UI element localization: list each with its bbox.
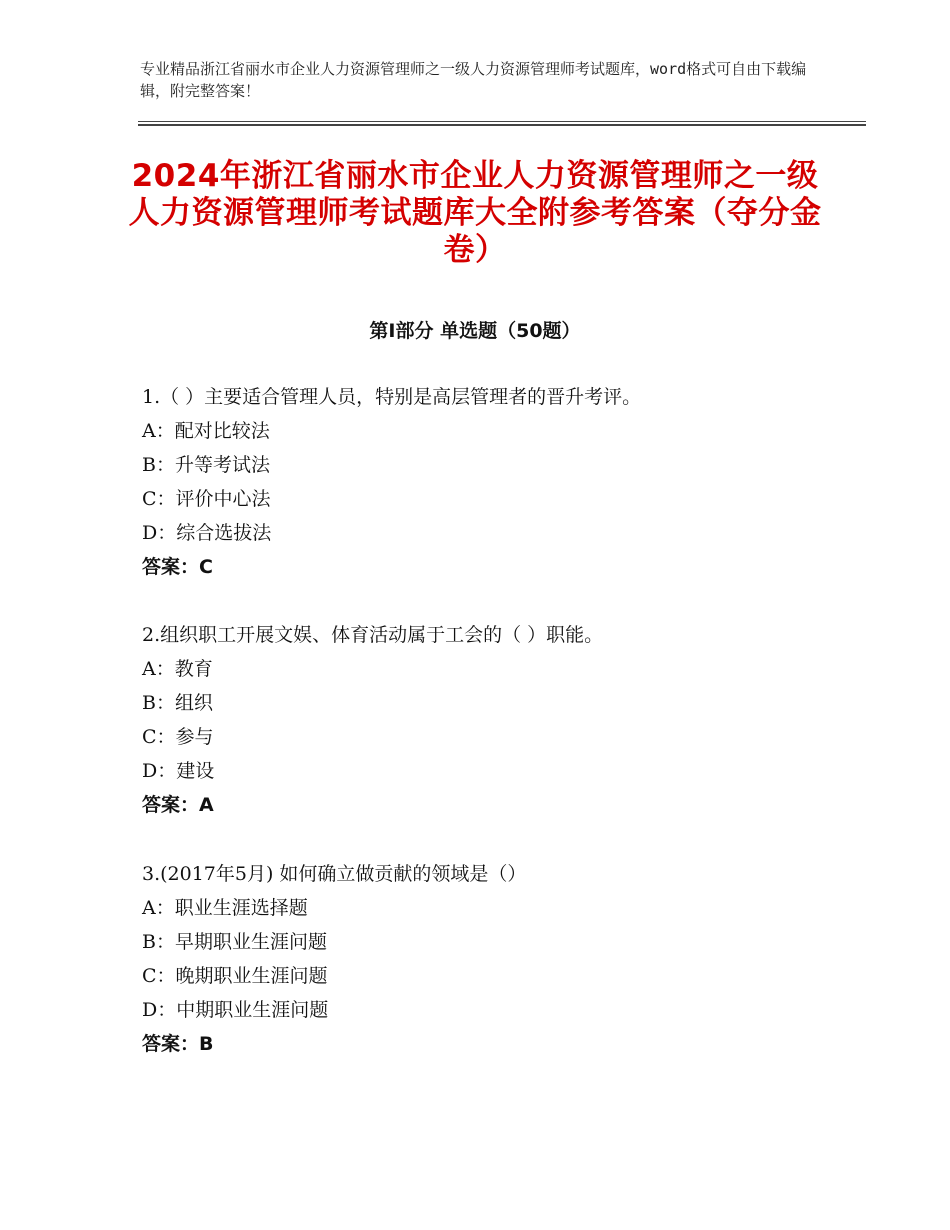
option-b: B：组织	[142, 692, 213, 714]
question-1	[142, 380, 842, 584]
option-c: C：评价中心法	[142, 488, 271, 510]
option-c: C：晚期职业生涯问题	[142, 965, 328, 987]
option-a: A：配对比较法	[142, 420, 270, 442]
option-b: B：升等考试法	[142, 454, 270, 476]
question-stem: 1.（ ）主要适合管理人员，特别是高层管理者的晋升考评。	[142, 386, 642, 408]
header-rule-thin	[138, 121, 866, 122]
question-stem: 2.组织职工开展文娱、体育活动属于工会的（ ）职能。	[142, 624, 604, 646]
option-a: A：职业生涯选择题	[142, 897, 308, 919]
document-title: 2024年浙江省丽水市企业人力资源管理师之一级人力资源管理师考试题库大全附参考答案（夺分金卷）	[128, 158, 822, 268]
section-title: 第Ⅰ部分 单选题（50题）	[369, 320, 581, 342]
option-d: D：建设	[142, 760, 215, 782]
question-2	[142, 618, 842, 822]
answer-line: 答案：B	[142, 1033, 214, 1055]
header-rule-thick	[138, 124, 866, 126]
option-a: A：教育	[142, 658, 213, 680]
answer-line: 答案：C	[142, 556, 213, 578]
question-3	[142, 857, 842, 1061]
option-b: B：早期职业生涯问题	[142, 931, 327, 953]
option-d: D：中期职业生涯问题	[142, 999, 329, 1021]
header-note: 专业精品浙江省丽水市企业人力资源管理师之一级人力资源管理师考试题库，word格式可自由下载编辑，附完整答案！	[140, 60, 807, 100]
answer-line: 答案：A	[142, 794, 214, 816]
question-stem: 3.(2017年5月) 如何确立做贡献的领域是（）	[142, 863, 527, 885]
option-c: C：参与	[142, 726, 214, 748]
option-d: D：综合选拔法	[142, 522, 272, 544]
